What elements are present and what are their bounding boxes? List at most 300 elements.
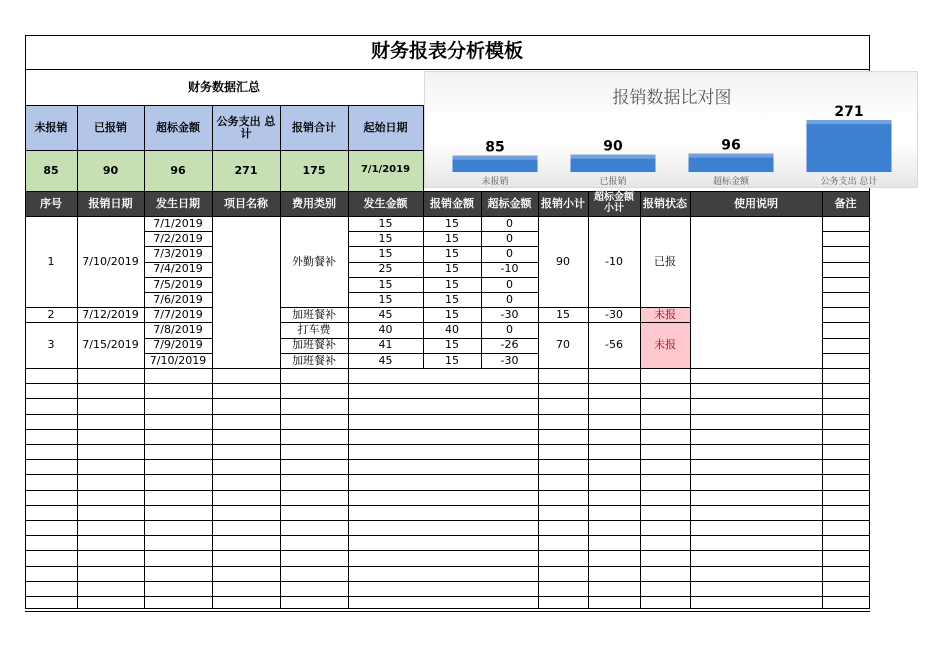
grid-line (423, 368, 482, 369)
grid-line (640, 535, 691, 536)
reimburse-amount[interactable]: 40 (445, 323, 459, 337)
chart-category-label: 公务支出 总计 (820, 177, 878, 187)
grid-line (25, 444, 78, 445)
grid-line (144, 368, 213, 369)
grid-line (481, 596, 539, 597)
grid-line (822, 338, 870, 339)
grid-line (822, 292, 870, 293)
grid-line (822, 505, 870, 506)
grid-line (25, 474, 78, 475)
grid-line (280, 566, 349, 567)
grid-line (640, 383, 691, 384)
chart-data-label: 271 (834, 104, 864, 120)
grid-line (423, 459, 482, 460)
over-amount[interactable]: 0 (506, 292, 513, 306)
grid-line (212, 581, 281, 582)
grid-line (640, 520, 691, 521)
sheet-title[interactable]: 财务报表分析模板 (370, 40, 523, 63)
occur-amount[interactable]: 15 (378, 216, 393, 230)
grid-line (538, 398, 589, 399)
grid-line (144, 505, 213, 506)
grid-line (588, 505, 641, 506)
chart-category-label: 未报销 (481, 177, 509, 187)
grid-line (481, 550, 539, 551)
grid-line (640, 368, 691, 369)
grid-line (588, 581, 641, 582)
occur-amount[interactable]: 45 (378, 308, 393, 321)
grid-line (144, 490, 213, 491)
grid-line (690, 398, 823, 399)
over-subtotal[interactable]: -10 (605, 254, 623, 268)
grid-line (822, 611, 870, 612)
grid-line (822, 414, 870, 415)
grid-line (212, 398, 281, 399)
reimburse-amount[interactable]: 15 (445, 216, 459, 230)
grid-line (538, 474, 589, 475)
grid-line (588, 490, 641, 491)
occur-date[interactable]: 7/1/2019 (153, 216, 203, 230)
column-header[interactable]: 备注 (834, 196, 857, 210)
grid-line (144, 429, 213, 430)
summary-header[interactable]: 超标金额 (156, 120, 200, 134)
grid-line (280, 490, 349, 491)
grid-line (212, 474, 281, 475)
grid-line (481, 535, 539, 536)
chart-data-label: 96 (721, 137, 741, 154)
summary-header[interactable]: 公务支出 总计 (216, 114, 276, 140)
chart-category-label: 超标金额 (712, 177, 750, 187)
grid-line (77, 581, 145, 582)
grid-line (588, 535, 641, 536)
occur-amount[interactable]: 15 (378, 277, 393, 291)
grid-line (640, 490, 691, 491)
grid-line (77, 414, 145, 415)
grid-line (144, 611, 213, 612)
grid-line (348, 474, 424, 475)
grid-line (144, 444, 213, 445)
summary-value[interactable]: 90 (102, 163, 119, 177)
grid-line (481, 429, 539, 430)
grid-line (212, 444, 281, 445)
grid-line (538, 444, 589, 445)
grid-line (822, 231, 870, 232)
reimburse-date[interactable]: 7/15/2019 (82, 338, 139, 352)
reimburse-subtotal[interactable]: 90 (556, 254, 570, 268)
grid-line (588, 444, 641, 445)
grid-line (481, 414, 539, 415)
over-amount[interactable]: -26 (500, 338, 519, 352)
grid-line (588, 368, 641, 369)
occur-amount[interactable]: 15 (378, 232, 393, 245)
column-header[interactable]: 报销小计 (541, 196, 585, 210)
grid-line (348, 520, 424, 521)
grid-line (212, 596, 281, 597)
grid-line (538, 505, 589, 506)
grid-line (423, 611, 482, 612)
chart-bar-highlight (807, 120, 892, 124)
grid-line (212, 414, 281, 415)
grid-line (822, 474, 870, 475)
chart-canvas (425, 72, 919, 189)
chart-data-label: 85 (485, 139, 505, 156)
grid-line (690, 505, 823, 506)
grid-line (481, 383, 539, 384)
grid-line (423, 550, 482, 551)
occur-date[interactable]: 7/4/2019 (153, 262, 203, 276)
reimburse-date[interactable]: 7/12/2019 (82, 308, 139, 321)
grid-line (588, 459, 641, 460)
grid-line (77, 490, 145, 491)
summary-value[interactable]: 96 (170, 163, 186, 177)
grid-line (822, 581, 870, 582)
column-header[interactable]: 序号 (40, 196, 62, 210)
occur-date[interactable]: 7/8/2019 (153, 323, 203, 337)
grid-line (690, 611, 823, 612)
grid-line (588, 429, 641, 430)
expense-category[interactable]: 加班餐补 (292, 353, 336, 367)
reimburse-amount[interactable]: 15 (445, 247, 459, 261)
occur-amount[interactable]: 25 (378, 262, 393, 276)
grid-line (538, 368, 589, 369)
grid-line (25, 398, 78, 399)
grid-line (280, 535, 349, 536)
column-header[interactable]: 报销金额 (430, 196, 474, 210)
grid-line (822, 246, 870, 247)
grid-line (77, 566, 145, 567)
grid-line (280, 550, 349, 551)
chart-data-label: 90 (603, 138, 623, 155)
grid-line (280, 596, 349, 597)
over-amount[interactable]: 0 (506, 247, 513, 261)
grid-line (25, 535, 78, 536)
grid-line (280, 459, 349, 460)
grid-line (144, 566, 213, 567)
over-amount[interactable]: 0 (506, 323, 513, 337)
reimburse-amount[interactable]: 15 (445, 338, 459, 352)
grid-line (423, 581, 482, 582)
grid-line (280, 383, 349, 384)
column-header[interactable]: 使用说明 (734, 196, 778, 210)
occur-date[interactable]: 7/3/2019 (153, 247, 203, 261)
occur-date[interactable]: 7/2/2019 (153, 232, 203, 245)
reimburse-amount[interactable]: 15 (445, 292, 459, 306)
grid-line (822, 368, 870, 369)
grid-line (538, 611, 589, 612)
grid-line (212, 383, 281, 384)
grid-line (144, 398, 213, 399)
over-amount[interactable]: -30 (500, 308, 519, 321)
grid-line (538, 520, 589, 521)
column-header[interactable]: 费用类别 (292, 196, 336, 210)
grid-line (280, 398, 349, 399)
grid-line (25, 581, 78, 582)
grid-line (280, 368, 349, 369)
grid-line (280, 581, 349, 582)
grid-line (348, 398, 424, 399)
occur-date[interactable]: 7/6/2019 (153, 292, 203, 306)
grid-line (212, 535, 281, 536)
grid-line (280, 611, 349, 612)
status-badge[interactable]: 未报 (654, 308, 676, 321)
grid-line (588, 383, 641, 384)
grid-line (423, 520, 482, 521)
grid-line (25, 505, 78, 506)
grid-line (538, 581, 589, 582)
row-number[interactable]: 3 (47, 338, 55, 352)
grid-line (25, 611, 78, 612)
column-header[interactable]: 报销日期 (88, 196, 133, 210)
grid-line (348, 550, 424, 551)
grid-line (690, 535, 823, 536)
grid-line (423, 429, 482, 430)
over-amount[interactable]: 0 (506, 216, 513, 230)
grid-line (348, 459, 424, 460)
over-amount[interactable]: -10 (500, 262, 519, 276)
reimburse-amount[interactable]: 15 (445, 308, 459, 321)
grid-line (822, 277, 870, 278)
summary-value[interactable]: 7/1/2019 (360, 164, 411, 176)
grid-line (212, 459, 281, 460)
grid-line (144, 520, 213, 521)
summary-value[interactable]: 85 (43, 163, 59, 177)
column-header[interactable]: 发生日期 (156, 196, 200, 210)
grid-line (538, 429, 589, 430)
grid-line (822, 383, 870, 384)
grid-line (280, 444, 349, 445)
grid-line (690, 429, 823, 430)
comparison-chart (424, 71, 918, 188)
grid-line (144, 414, 213, 415)
grid-line (822, 262, 870, 263)
summary-value[interactable]: 271 (234, 163, 258, 177)
grid-line (348, 414, 424, 415)
grid-line (588, 566, 641, 567)
grid-line (280, 505, 349, 506)
occur-date[interactable]: 7/7/2019 (153, 308, 203, 321)
grid-line (822, 490, 870, 491)
grid-line (423, 414, 482, 415)
occur-amount[interactable]: 15 (378, 247, 393, 261)
grid-line (822, 444, 870, 445)
occur-date[interactable]: 7/10/2019 (149, 353, 207, 367)
grid-line (423, 490, 482, 491)
summary-header[interactable]: 起始日期 (363, 120, 408, 134)
grid-line (640, 429, 691, 430)
grid-line (690, 414, 823, 415)
grid-line (348, 429, 424, 430)
grid-line (481, 490, 539, 491)
occur-date[interactable]: 7/9/2019 (153, 338, 203, 352)
over-subtotal[interactable]: -56 (605, 338, 623, 352)
reimburse-date[interactable]: 7/10/2019 (82, 254, 139, 268)
over-amount[interactable]: -30 (500, 353, 519, 367)
grid-line (640, 398, 691, 399)
status-badge[interactable]: 已报 (654, 254, 676, 268)
summary-header[interactable]: 已报销 (94, 120, 127, 134)
grid-line (77, 368, 145, 369)
grid-line (348, 535, 424, 536)
over-amount[interactable]: 0 (506, 232, 513, 245)
grid-line (822, 353, 870, 354)
grid-line (280, 414, 349, 415)
expense-category[interactable]: 打车费 (297, 323, 331, 337)
grid-line (348, 566, 424, 567)
occur-amount[interactable]: 45 (378, 353, 393, 367)
over-subtotal[interactable]: -30 (605, 308, 623, 321)
expense-category[interactable]: 加班餐补 (292, 338, 336, 352)
grid-line (423, 398, 482, 399)
grid-line (144, 581, 213, 582)
chart-title: 报销数据比对图 (612, 88, 732, 108)
grid-line (640, 566, 691, 567)
occur-amount[interactable]: 40 (378, 323, 393, 337)
column-header[interactable]: 超标金额 小计 (594, 192, 634, 214)
grid-line (690, 383, 823, 384)
grid-line (77, 611, 145, 612)
grid-line (690, 581, 823, 582)
grid-line (212, 566, 281, 567)
grid-line (640, 459, 691, 460)
status-badge[interactable]: 未报 (654, 338, 676, 352)
grid-line (481, 474, 539, 475)
grid-line (25, 490, 78, 491)
grid-line (348, 368, 424, 369)
grid-line (588, 414, 641, 415)
grid-line (423, 596, 482, 597)
grid-line (640, 596, 691, 597)
reimburse-amount[interactable]: 15 (445, 262, 459, 276)
expense-category[interactable]: 外勤餐补 (292, 254, 336, 268)
grid-line (690, 566, 823, 567)
grid-line (588, 398, 641, 399)
grid-line (348, 611, 424, 612)
grid-line (640, 611, 691, 612)
grid-line (423, 535, 482, 536)
grid-line (538, 596, 589, 597)
grid-line (588, 611, 641, 612)
grid-line (822, 596, 870, 597)
grid-line (481, 611, 539, 612)
grid-line (25, 550, 78, 551)
grid-line (538, 414, 589, 415)
grid-line (588, 520, 641, 521)
grid-line (77, 383, 145, 384)
grid-line (280, 474, 349, 475)
expense-category[interactable]: 加班餐补 (292, 308, 336, 321)
grid-line (690, 216, 691, 608)
grid-line (348, 505, 424, 506)
grid-line (348, 581, 424, 582)
summary-header[interactable]: 未报销 (34, 120, 68, 134)
grid-line (77, 550, 145, 551)
grid-line (25, 368, 78, 369)
grid-line (538, 383, 589, 384)
grid-line (423, 444, 482, 445)
grid-line (640, 444, 691, 445)
summary-value[interactable]: 175 (302, 163, 326, 177)
grid-line (25, 566, 78, 567)
grid-line (423, 566, 482, 567)
summary-title[interactable]: 财务数据汇总 (187, 79, 260, 94)
grid-line (690, 459, 823, 460)
grid-line (212, 520, 281, 521)
reimburse-amount[interactable]: 15 (445, 232, 459, 245)
grid-line (423, 505, 482, 506)
grid-line (690, 550, 823, 551)
grid-line (690, 490, 823, 491)
grid-line (25, 596, 78, 597)
grid-line (822, 398, 870, 399)
reimburse-subtotal[interactable]: 15 (556, 308, 570, 321)
grid-line (640, 550, 691, 551)
grid-line (25, 459, 78, 460)
grid-line (25, 414, 78, 415)
chart-bar-highlight (453, 156, 538, 160)
chart-bar-highlight (571, 155, 656, 159)
column-header[interactable]: 项目名称 (224, 196, 268, 210)
grid-line (822, 566, 870, 567)
grid-line (144, 459, 213, 460)
column-header[interactable]: 超标金额 (487, 196, 532, 210)
grid-line (212, 216, 213, 608)
grid-line (538, 550, 589, 551)
grid-line (822, 550, 870, 551)
grid-line (348, 490, 424, 491)
grid-line (822, 216, 823, 608)
column-header[interactable]: 发生金额 (363, 196, 408, 210)
grid-line (212, 505, 281, 506)
grid-line (822, 307, 870, 308)
grid-line (77, 444, 145, 445)
column-header[interactable]: 报销状态 (643, 196, 687, 210)
grid-line (690, 368, 823, 369)
grid-line (144, 596, 213, 597)
grid-line (77, 459, 145, 460)
grid-line (212, 550, 281, 551)
grid-line (25, 429, 78, 430)
grid-line (588, 474, 641, 475)
reimburse-amount[interactable]: 15 (445, 353, 459, 367)
grid-line (481, 368, 539, 369)
occur-amount[interactable]: 15 (378, 292, 393, 306)
grid-line (822, 535, 870, 536)
grid-line (640, 581, 691, 582)
row-number[interactable]: 1 (47, 254, 55, 268)
occur-amount[interactable]: 41 (378, 338, 393, 352)
chart-bar-highlight (689, 154, 774, 158)
grid-line (538, 490, 589, 491)
summary-header[interactable]: 报销合计 (292, 120, 336, 134)
grid-line (538, 566, 589, 567)
grid-line (77, 398, 145, 399)
grid-line (690, 444, 823, 445)
grid-line (481, 566, 539, 567)
grid-line (423, 383, 482, 384)
row-number[interactable]: 2 (47, 308, 55, 321)
grid-line (144, 474, 213, 475)
grid-line (144, 535, 213, 536)
occur-date[interactable]: 7/5/2019 (153, 277, 203, 291)
grid-line (481, 581, 539, 582)
reimburse-amount[interactable]: 15 (445, 277, 459, 291)
grid-line (588, 550, 641, 551)
reimburse-subtotal[interactable]: 70 (556, 338, 570, 352)
grid-line (822, 459, 870, 460)
over-amount[interactable]: 0 (506, 277, 513, 291)
chart-category-label: 已报销 (599, 177, 627, 187)
grid-line (25, 520, 78, 521)
grid-line (538, 459, 589, 460)
